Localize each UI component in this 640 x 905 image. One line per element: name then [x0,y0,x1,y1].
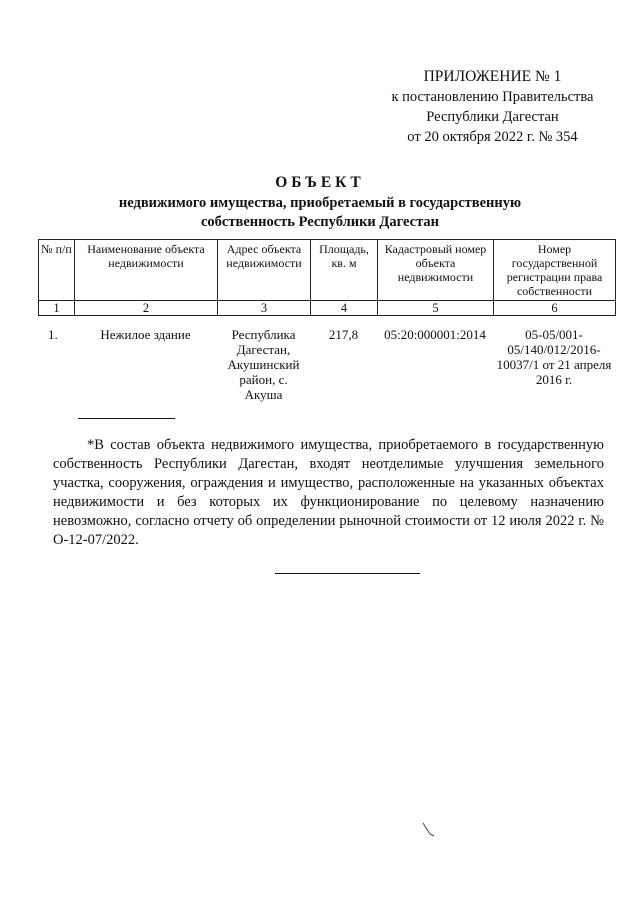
footnote-text: *В состав объекта недвижимого имущества, приобретаемого в государственную собственность Республики Дагестан, входят неотделимые улучшения земельного участка, сооружения, ограждения и имущество, расположенные на указанных объектах недвижимости и без которых их функционирование по целевому назначению невозможно, согласно отчету об определении рыночной стоимости от 12 июля 2022 г. № О-12-07/2022. [53,437,604,548]
header-area: Площадь, кв. м [311,240,378,301]
column-number: 2 [75,301,218,316]
column-number: 1 [39,301,75,316]
title-sub-line-1: недвижимого имущества, приобретаемый в государственную [118,195,522,211]
property-table-body [38,327,615,402]
header-cadastral: Кадастровый номер объекта недвижимости [378,240,494,301]
row-address: Республика Дагестан, Акушинский район, с. Акуша [227,327,300,402]
pen-mark-icon [422,822,436,838]
property-table-header [38,239,616,316]
document-title [0,172,640,232]
appendix-date: от 20 октября 2022 г. № 354 [407,129,578,145]
header-number: № п/п [39,240,75,301]
appendix-republic: Республики Дагестан [426,109,559,125]
header-registration: Номер государственной регистрации права собственности [494,240,616,301]
footnote-separator [78,418,175,419]
header-name: Наименование объекта недвижимости [75,240,218,301]
table-row [38,327,615,402]
row-name: Нежилое здание [100,327,191,342]
column-number: 5 [378,301,494,316]
row-cadastral: 05:20:000001:2014 [384,327,486,342]
appendix-header [370,67,615,147]
appendix-resolution: к постановлению Правительства [391,89,594,105]
column-number: 6 [494,301,616,316]
row-area: 217,8 [328,327,359,342]
row-registration: 05-05/001-05/140/012/2016-10037/1 от 21 апреля 2016 г. [496,327,612,387]
header-address: Адрес объекта недвижимости [218,240,311,301]
closing-rule [275,573,420,574]
column-number: 4 [311,301,378,316]
title-sub-line-2: собственность Республики Дагестан [201,214,439,230]
title-main: ОБЪЕКТ [275,174,365,191]
column-number: 3 [218,301,311,316]
appendix-number: ПРИЛОЖЕНИЕ № 1 [423,68,562,85]
row-number: 1. [48,327,58,342]
